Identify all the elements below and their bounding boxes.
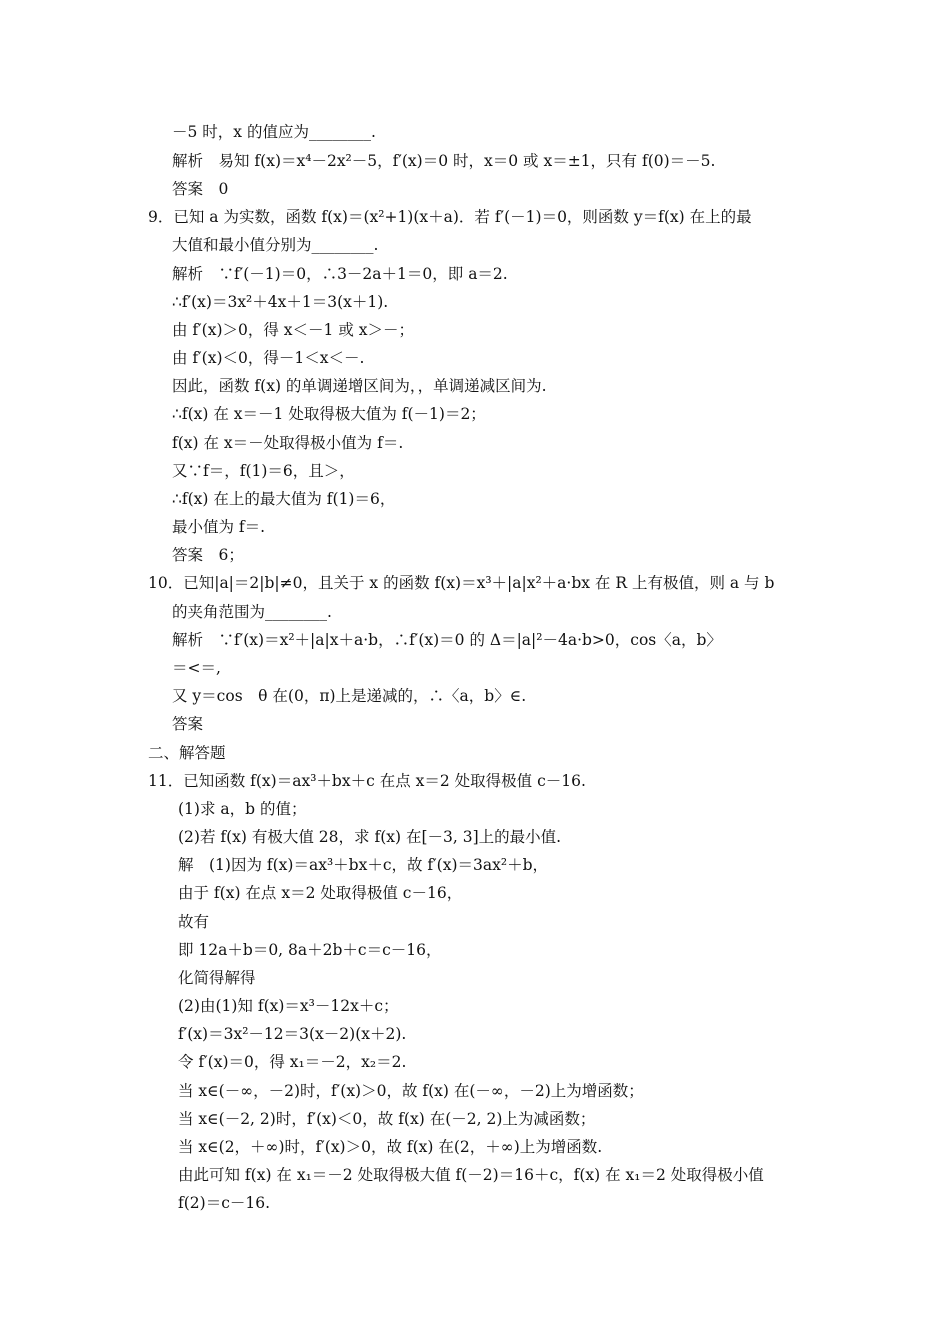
- text-line: ∴f(x) 在 x＝－1 处取得极大值为 f(－1)＝2；: [172, 405, 486, 423]
- question-10-line: 10．已知|a|＝2|b|≠0，且关于 x 的函数 f(x)＝x³＋|a|x²＋a·bx 在 R 上有极值，则 a 与 b: [148, 574, 775, 592]
- text-line: 令 f′(x)＝0，得 x₁＝－2，x₂＝2.: [178, 1053, 407, 1071]
- text-line: －5 时，x 的值应为________.: [172, 123, 376, 141]
- text-line: 由 f′(x)＞0，得 x＜－1 或 x＞－；: [172, 321, 415, 339]
- text-line: 当 x∈(－2, 2)时，f′(x)＜0，故 f(x) 在(－2, 2)上为减函数；: [178, 1110, 596, 1128]
- text-line: 当 x∈(2，＋∞)时，f′(x)＞0，故 f(x) 在(2，＋∞)上为增函数.: [178, 1138, 603, 1156]
- text-line: 答案 6；: [172, 546, 244, 564]
- text-line: 当 x∈(－∞，－2)时，f′(x)＞0，故 f(x) 在(－∞，－2)上为增函数；: [178, 1082, 644, 1100]
- text-line: 解析 ∵f′(x)＝x²＋|a|x＋a·b，∴f′(x)＝0 的 Δ＝|a|²－4a·b>0，cos〈a，b〉: [172, 631, 722, 649]
- text-line: f(2)＝c－16.: [178, 1194, 271, 1212]
- question-9-line: 9．已知 a 为实数，函数 f(x)＝(x²+1)(x＋a)．若 f′(－1)＝0，则函数 y＝f(x) 在上的最: [148, 208, 752, 226]
- text-line: 的夹角范围为________.: [172, 603, 332, 621]
- text-line: 解 (1)因为 f(x)＝ax³＋bx＋c，故 f′(x)＝3ax²＋b，: [178, 856, 548, 874]
- text-line: 解析 易知 f(x)＝x⁴－2x²－5，f′(x)＝0 时，x＝0 或 x＝±1，只有 f(0)＝－5.: [172, 152, 716, 170]
- text-line: 由 f′(x)＜0，得－1＜x＜－.: [172, 349, 365, 367]
- question-11-line: 11．已知函数 f(x)＝ax³＋bx＋c 在点 x＝2 处取得极值 c－16.: [148, 772, 586, 790]
- text-line: 即 12a＋b＝0, 8a＋2b＋c＝c－16，: [178, 941, 442, 959]
- text-line: 答案: [172, 715, 204, 733]
- text-line: 由于 f(x) 在点 x＝2 处取得极值 c－16，: [178, 884, 463, 902]
- text-line: ∴f(x) 在上的最大值为 f(1)＝6，: [172, 490, 396, 508]
- text-line: f′(x)＝3x²－12＝3(x－2)(x＋2).: [178, 1025, 407, 1043]
- text-line: f(x) 在 x＝－处取得极小值为 f＝.: [172, 434, 404, 452]
- text-line: 由此可知 f(x) 在 x₁＝－2 处取得极大值 f(－2)＝16＋c，f(x) 在 x₁＝2 处取得极小值: [178, 1166, 764, 1184]
- section-heading: 二、解答题: [148, 744, 226, 762]
- text-line: 因此，函数 f(x) 的单调递增区间为，，单调递减区间为.: [172, 377, 547, 395]
- text-line: (2)若 f(x) 有极大值 28，求 f(x) 在[－3, 3]上的最小值.: [178, 828, 562, 846]
- text-line: 最小值为 f＝.: [172, 518, 266, 536]
- text-line: 答案 0: [172, 180, 229, 198]
- text-line: 大值和最小值分别为________.: [172, 236, 379, 254]
- text-line: ∴f′(x)＝3x²＋4x＋1＝3(x＋1).: [172, 293, 389, 311]
- text-line: 化简得解得: [178, 969, 256, 987]
- text-line: 又 y＝cos θ 在(0，π)上是递减的，∴〈a，b〉∈.: [172, 687, 527, 705]
- text-line: 故有: [178, 913, 210, 931]
- text-line: 解析 ∵f′(－1)＝0，∴3－2a＋1＝0，即 a＝2.: [172, 265, 508, 283]
- text-line: 又∵f＝，f(1)＝6，且＞，: [172, 462, 355, 480]
- text-line: ＝<＝,: [172, 659, 221, 677]
- text-line: (2)由(1)知 f(x)＝x³－12x＋c；: [178, 997, 399, 1015]
- text-line: (1)求 a，b 的值；: [178, 800, 307, 818]
